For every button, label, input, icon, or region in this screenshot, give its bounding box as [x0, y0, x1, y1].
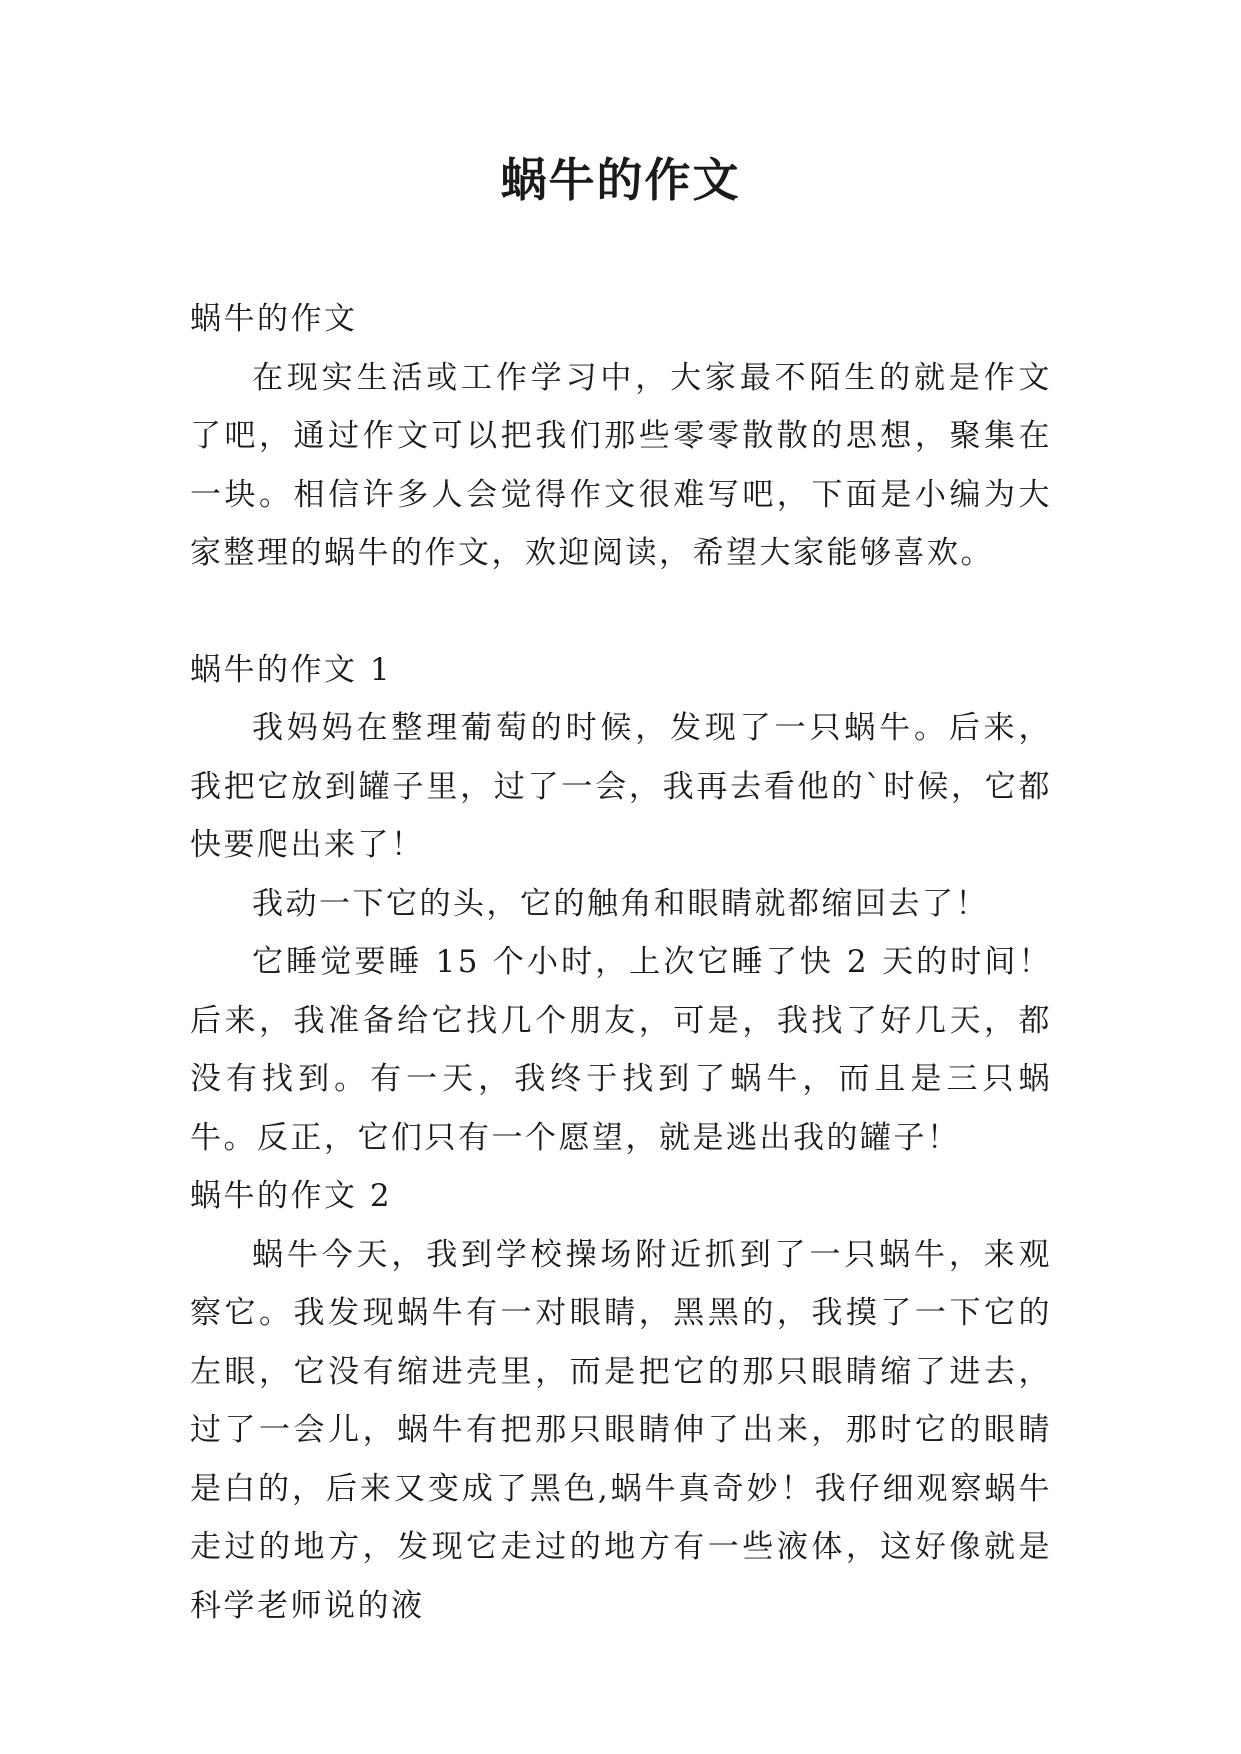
section-1-paragraph-3: 它睡觉要睡 15 个小时，上次它睡了快 2 天的时间！后来，我准备给它找几个朋友，可是，我找了好几天，都没有找到。有一天，我终于找到了蜗牛，而且是三只蜗牛。反正，它们只有一个愿望，就是逃出我的罐子！ [190, 944, 1052, 1156]
section-2-heading: 蜗牛的作文 2 [190, 1178, 393, 1214]
intro-heading: 蜗牛的作文 [190, 301, 358, 337]
intro-paragraph: 在现实生活或工作学习中，大家最不陌生的就是作文了吧，通过作文可以把我们那些零零散散的思想，聚集在一块。相信许多人会觉得作文很难写吧，下面是小编为大家整理的蜗牛的作文，欢迎阅读，希望大家能够喜欢。 [190, 359, 1052, 571]
section-1-paragraph-1: 我妈妈在整理葡萄的时候，发现了一只蜗牛。后来，我把它放到罐子里，过了一会，我再去看他的`时候，它都快要爬出来了！ [190, 710, 1052, 863]
section-2-paragraph-1: 蜗牛今天，我到学校操场附近抓到了一只蜗牛，来观察它。我发现蜗牛有一对眼睛，黑黑的，我摸了一下它的左眼，它没有缩进壳里，而是把它的那只眼睛缩了进去，过了一会儿，蜗牛有把那只眼睛伸了出来，那时它的眼睛是白的，后来又变成了黑色,蜗牛真奇妙！我仔细观察蜗牛走过的地方，发现它走过的地方有一些液体，这好像就是科学老师说的液 [190, 1236, 1052, 1624]
document-body [190, 290, 1052, 1635]
section-1-paragraph-2: 我动一下它的头，它的触角和眼睛就都缩回去了！ [252, 885, 989, 922]
document-title: 蜗牛的作文 [500, 153, 741, 207]
section-1-heading: 蜗牛的作文 1 [190, 651, 393, 688]
